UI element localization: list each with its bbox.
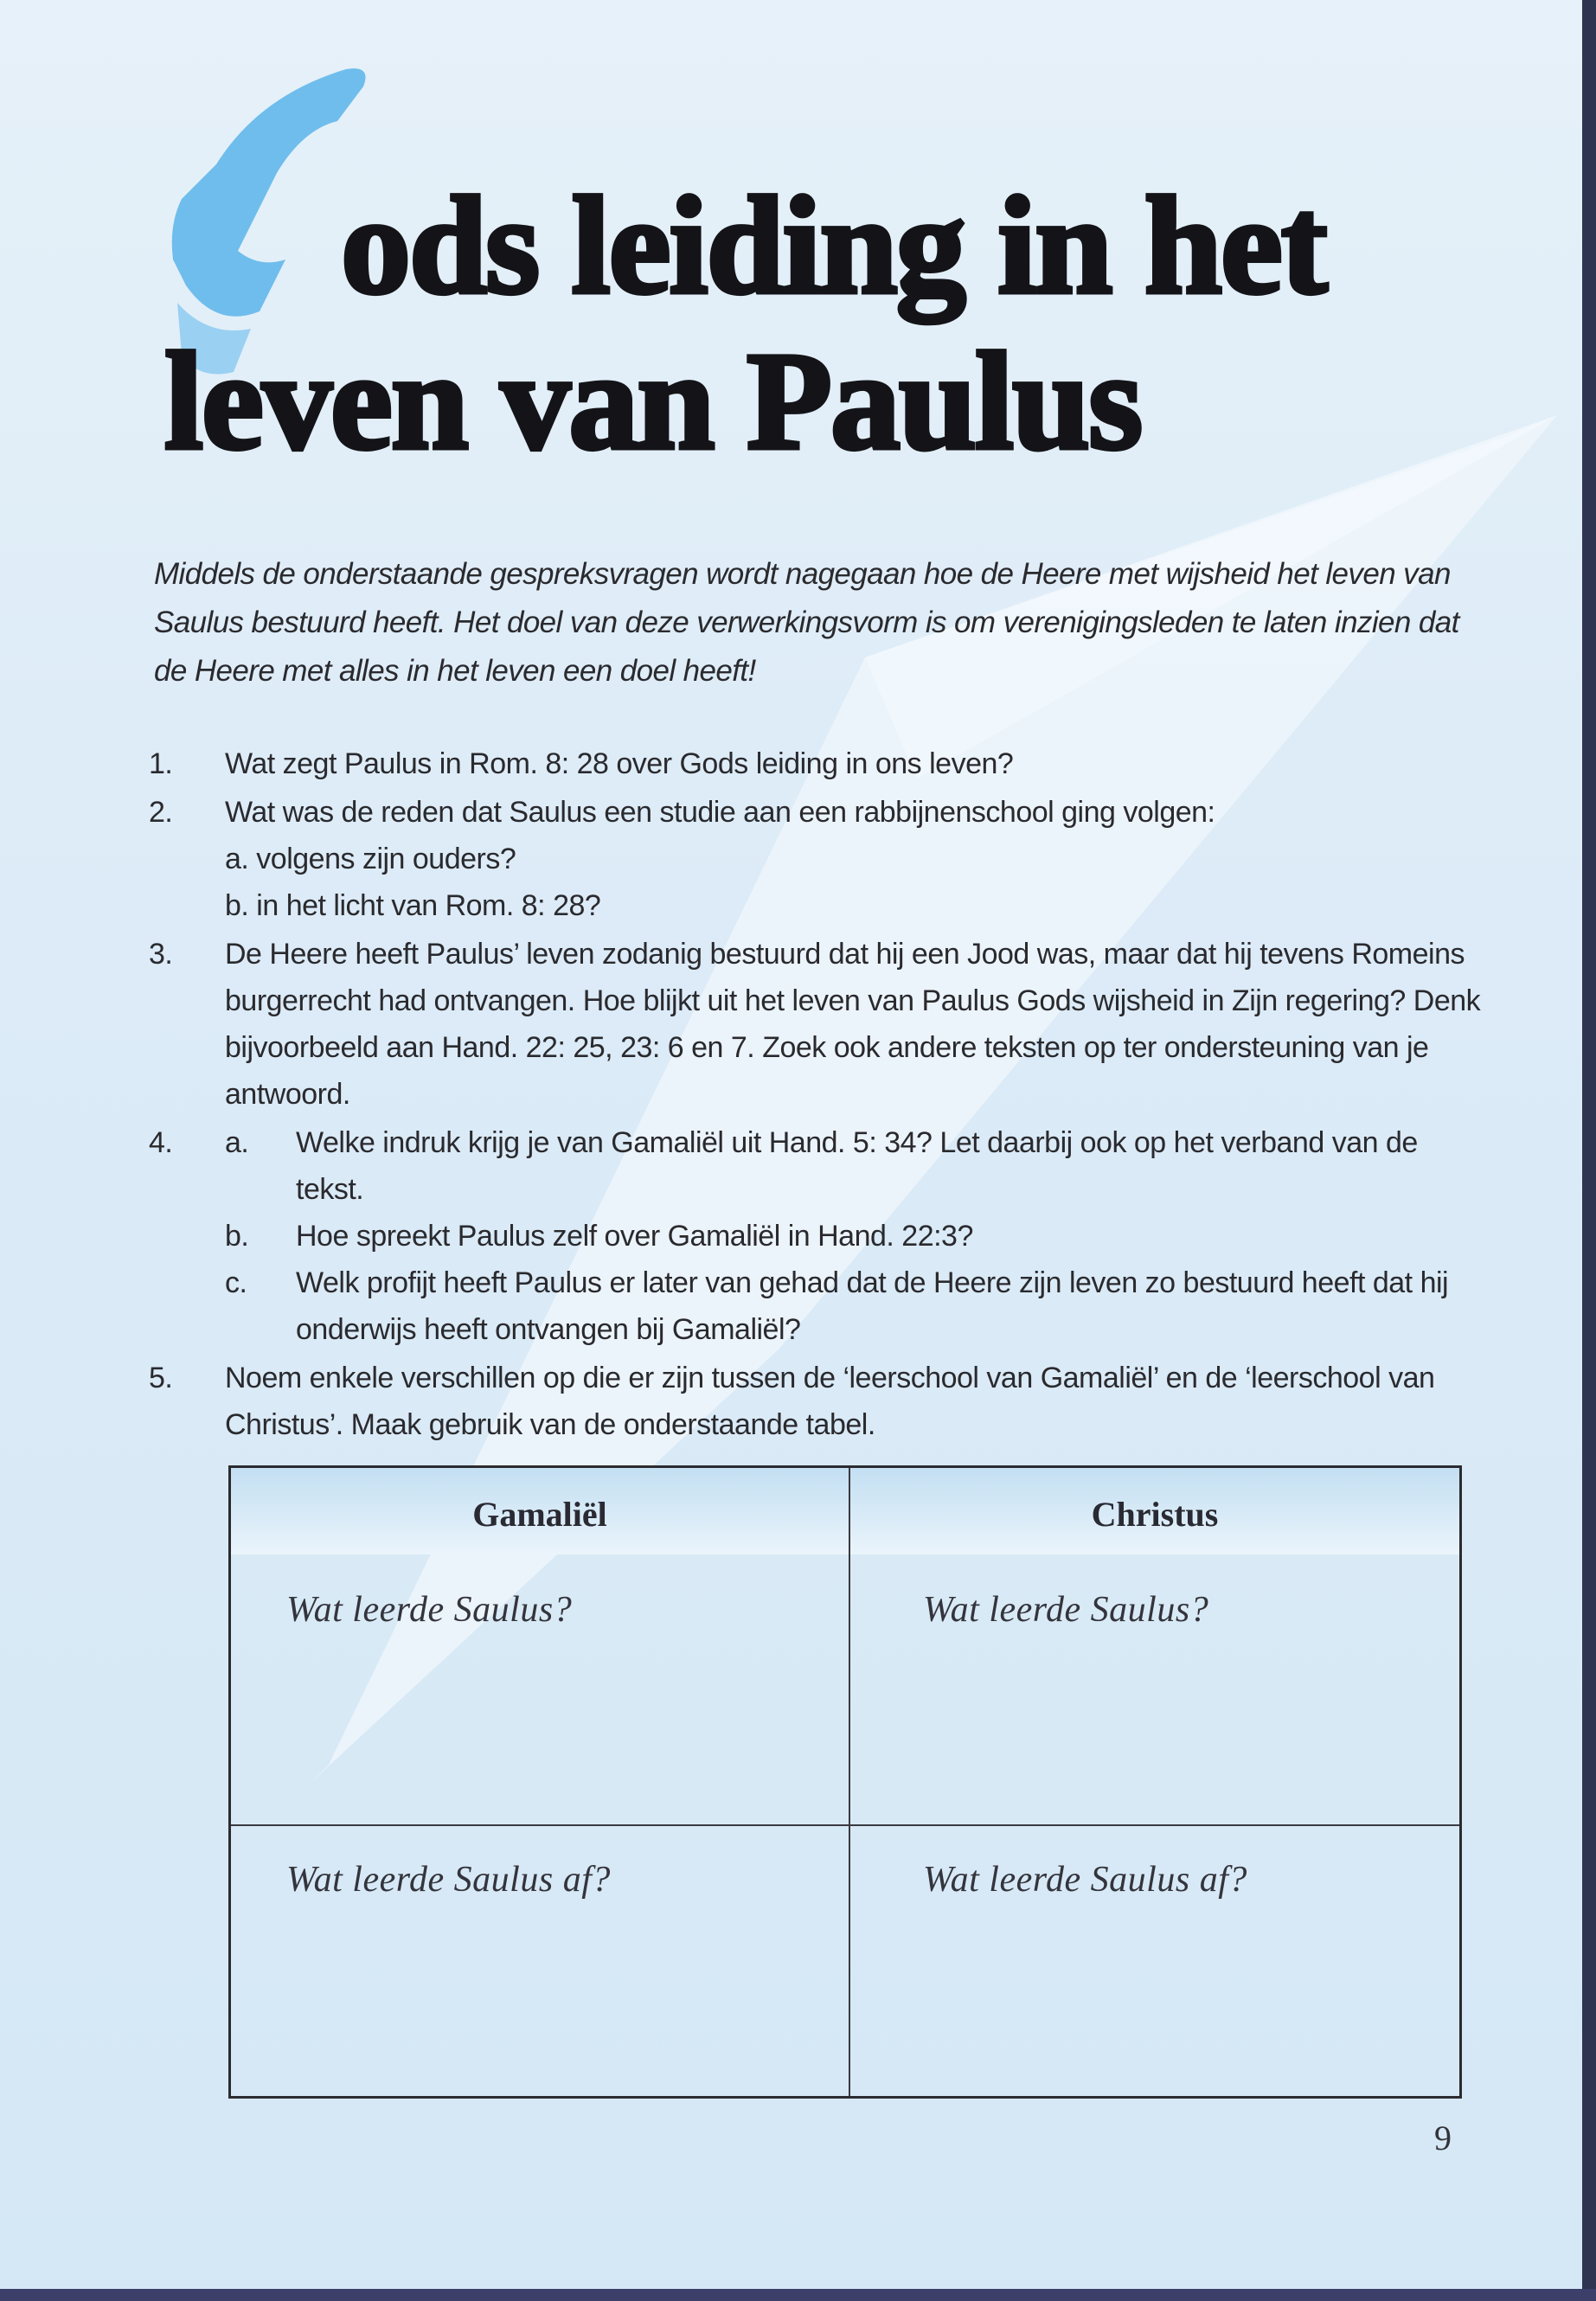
- table-header-gamaliel: Gamaliël: [472, 1495, 607, 1534]
- part-letter: b.: [225, 1220, 249, 1253]
- question-sub-a: a. volgens zijn ouders?: [225, 843, 516, 875]
- question-list: [149, 740, 1481, 1450]
- question-number: 1.: [149, 747, 173, 780]
- table-cell-r2c2: Wat leerde Saulus af?: [923, 1860, 1247, 1900]
- table-cell-r1c2: Wat leerde Saulus?: [923, 1590, 1209, 1630]
- table-divider-horizontal: [231, 1824, 1459, 1826]
- question-text: Wat zegt Paulus in Rom. 8: 28 over Gods leiding in ons leven?: [225, 747, 1014, 780]
- question-2: [149, 789, 1481, 929]
- question-4: [149, 1119, 1481, 1353]
- page-edge-bottom: [0, 2289, 1596, 2301]
- question-number: 2.: [149, 796, 173, 829]
- question-sub-b: b. in het licht van Rom. 8: 28?: [225, 889, 601, 922]
- title-line-1: ods leiding in het: [341, 169, 1326, 324]
- question-text: Noem enkele verschillen op die er zijn tussen de ‘leerschool van Gamaliël’ en de ‘leerschool van Christus’. Maak gebruik van de onderstaande tabel.: [225, 1362, 1435, 1441]
- part-text: Welk profijt heeft Paulus er later van gehad dat de Heere zijn leven zo bestuurd heeft dat hij onderwijs heeft ontvangen bij Gamaliël?: [296, 1266, 1449, 1346]
- question-5: [149, 1355, 1481, 1448]
- table-divider-vertical: [849, 1468, 850, 2096]
- page-number: 9: [1434, 2118, 1452, 2157]
- intro-paragraph: Middels de onderstaande gespreksvragen wordt nagegaan hoe de Heere met wijsheid het leven van Saulus bestuurd heeft. Het doel van deze verwerkingsvorm is om verenigingsleden te laten inzien dat de Heere met alles in het leven een doel heeft!: [154, 557, 1459, 688]
- page-title: [157, 169, 1326, 480]
- table-cell-r2c1: Wat leerde Saulus af?: [286, 1860, 611, 1900]
- question-number: 5.: [149, 1362, 173, 1394]
- part-letter: c.: [225, 1266, 247, 1299]
- comparison-table: [228, 1465, 1462, 2099]
- part-text: Welke indruk krijg je van Gamaliël uit Hand. 5: 34? Let daarbij ook op het verband van de tekst.: [296, 1126, 1418, 1206]
- question-text: Wat was de reden dat Saulus een studie aan een rabbijnenschool ging volgen:: [225, 796, 1215, 829]
- part-letter: a.: [225, 1126, 249, 1159]
- table-header-christus: Christus: [1091, 1495, 1219, 1534]
- question-3: [149, 931, 1481, 1118]
- title-line-2: leven van Paulus: [164, 324, 1142, 479]
- question-1: [149, 740, 1481, 787]
- question-part-a: [225, 1119, 1481, 1213]
- question-part-c: [225, 1259, 1481, 1353]
- question-number: 4.: [149, 1126, 173, 1159]
- question-text: De Heere heeft Paulus’ leven zodanig bestuurd dat hij een Jood was, maar dat hij tevens Romeins burgerrecht had ontvangen. Hoe blijkt uit het leven van Paulus Gods wijsheid in Zijn regering? Denk bijvoorbeeld aan Hand. 22: 25, 23: 6 en 7. Zoek ook andere teksten op ter ondersteuning van je antwoord.: [225, 938, 1481, 1111]
- page-edge-right: [1582, 0, 1596, 2301]
- table-cell-r1c1: Wat leerde Saulus?: [286, 1590, 573, 1630]
- part-text: Hoe spreekt Paulus zelf over Gamaliël in Hand. 22:3?: [296, 1220, 973, 1253]
- question-part-b: [225, 1213, 1481, 1259]
- question-number: 3.: [149, 938, 173, 971]
